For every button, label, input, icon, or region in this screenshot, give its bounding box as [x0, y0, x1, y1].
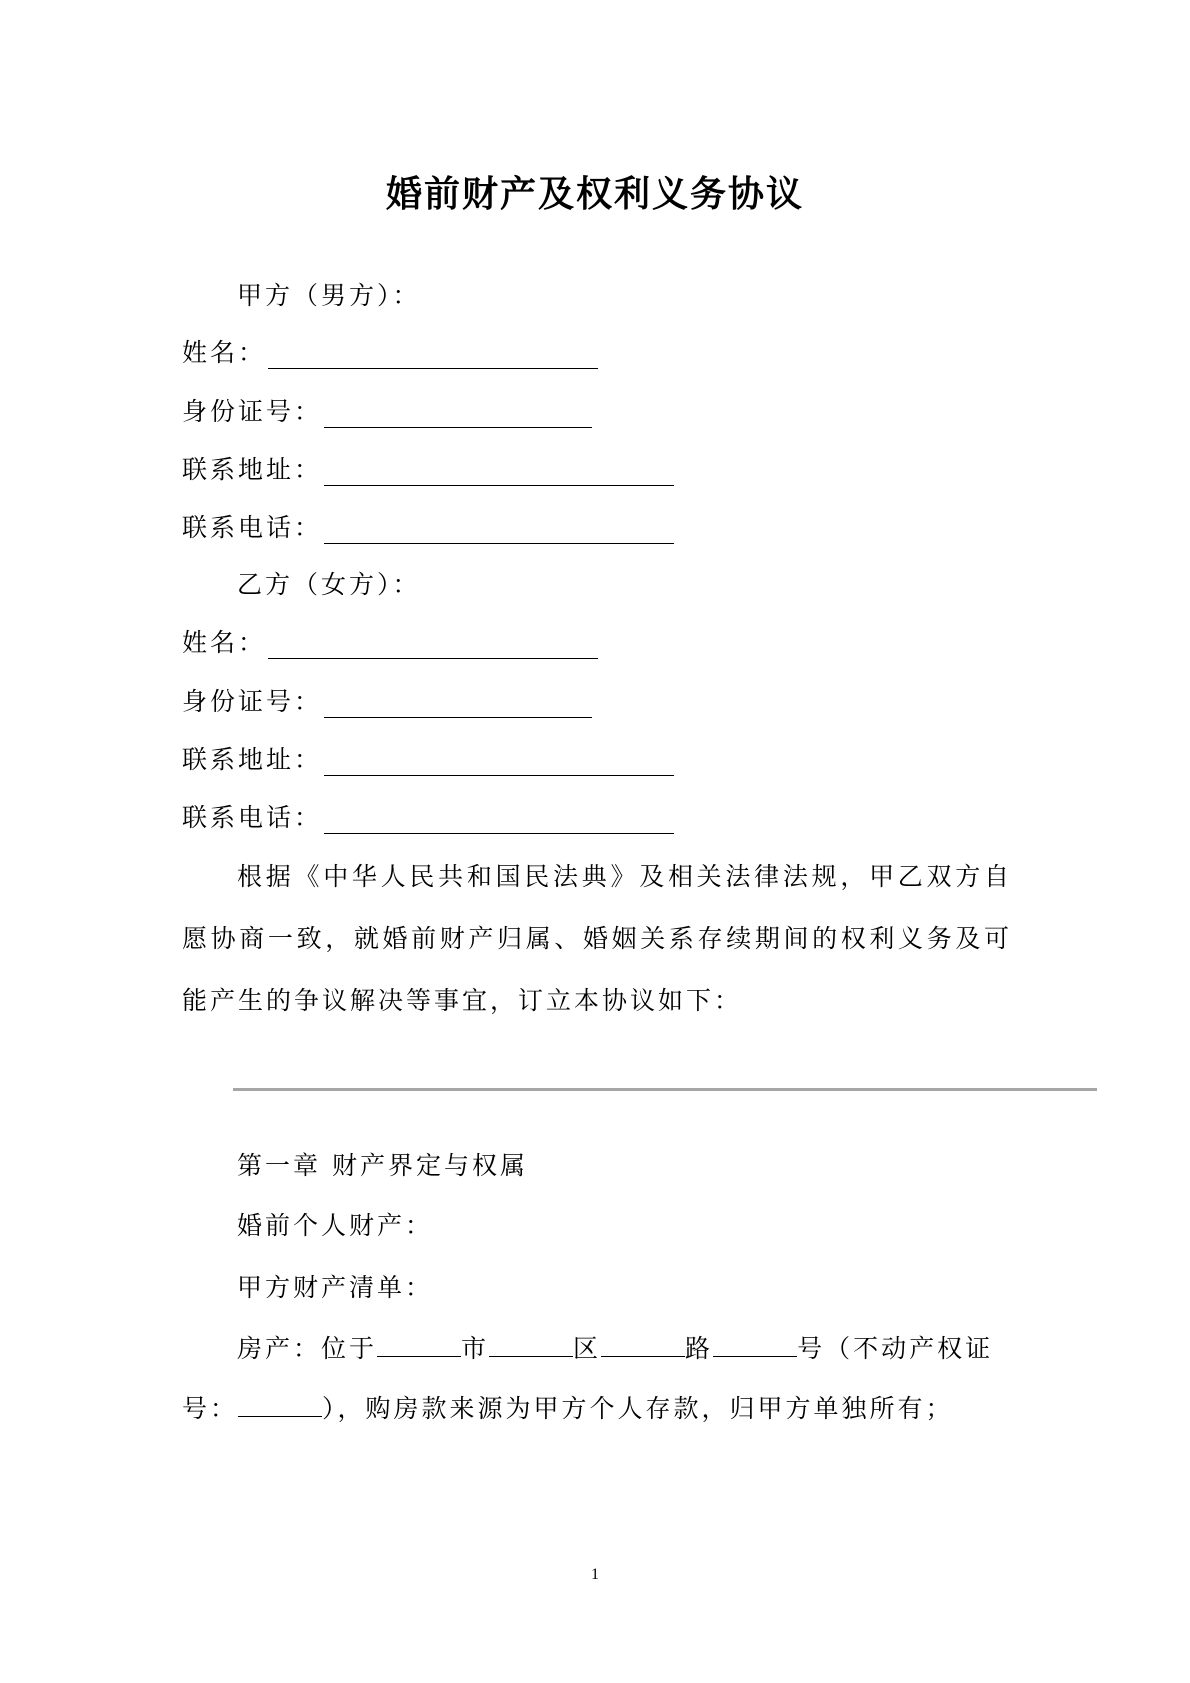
- party-a-name-row: [182, 337, 598, 369]
- property-text-3: 区: [573, 1334, 602, 1363]
- party-b-id-blank[interactable]: [324, 691, 592, 718]
- party-a-id-label: 身份证号：: [182, 397, 323, 426]
- property-text-1: 房产：位于: [237, 1334, 378, 1363]
- property-text-2: 市: [461, 1334, 490, 1363]
- number-blank[interactable]: [713, 1334, 797, 1357]
- party-b-id-row: [182, 686, 592, 718]
- party-a-phone-blank[interactable]: [324, 517, 674, 544]
- party-a-header: 甲方（男方）：: [237, 281, 421, 310]
- party-a-name-label: 姓名：: [182, 338, 267, 367]
- road-blank[interactable]: [601, 1334, 685, 1357]
- preamble-paragraph: 根据《中华人民共和国民法典》及相关法律法规，甲乙双方自愿协商一致，就婚前财产归属、婚姻关系存续期间的权利义务及可能产生的争议解决等事宜，订立本协议如下：: [182, 862, 1012, 1015]
- party-a-address-blank[interactable]: [324, 459, 674, 486]
- property-text-7: ），购房款来源为甲方个人存款，归甲方单独所有；: [322, 1394, 954, 1423]
- premarital-property-heading: 婚前个人财产：: [237, 1211, 434, 1240]
- party-a-address-label: 联系地址：: [182, 455, 323, 484]
- party-b-phone-row: [182, 802, 674, 834]
- party-a-phone-row: [182, 512, 674, 544]
- document-title: 婚前财产及权利义务协议: [385, 174, 804, 215]
- party-a-phone-label: 联系电话：: [182, 513, 323, 542]
- party-b-name-row: [182, 627, 598, 659]
- party-b-phone-blank[interactable]: [324, 807, 674, 834]
- section-divider: [233, 1088, 1097, 1091]
- chapter-1-heading: 第一章 财产界定与权属: [237, 1151, 528, 1180]
- property-line-1: [237, 1333, 993, 1365]
- party-a-id-blank[interactable]: [324, 401, 592, 428]
- party-b-id-label: 身份证号：: [182, 687, 323, 716]
- party-b-address-label: 联系地址：: [182, 745, 323, 774]
- party-b-header: 乙方（女方）：: [237, 570, 421, 599]
- city-blank[interactable]: [377, 1334, 461, 1357]
- party-b-address-row: [182, 744, 674, 776]
- property-line-2: [182, 1393, 954, 1425]
- party-a-name-blank[interactable]: [268, 342, 598, 369]
- party-a-id-row: [182, 396, 592, 428]
- property-text-6: 号：: [182, 1394, 239, 1423]
- page-number: 1: [591, 1566, 599, 1583]
- party-b-phone-label: 联系电话：: [182, 803, 323, 832]
- party-b-name-label: 姓名：: [182, 628, 267, 657]
- party-b-address-blank[interactable]: [324, 749, 674, 776]
- district-blank[interactable]: [489, 1334, 573, 1357]
- party-a-address-row: [182, 454, 674, 486]
- certificate-number-blank[interactable]: [238, 1394, 322, 1417]
- party-a-property-list-heading: 甲方财产清单：: [237, 1273, 434, 1302]
- property-text-4: 路: [685, 1334, 714, 1363]
- party-b-name-blank[interactable]: [268, 632, 598, 659]
- property-text-5: 号（不动产权证: [797, 1334, 994, 1363]
